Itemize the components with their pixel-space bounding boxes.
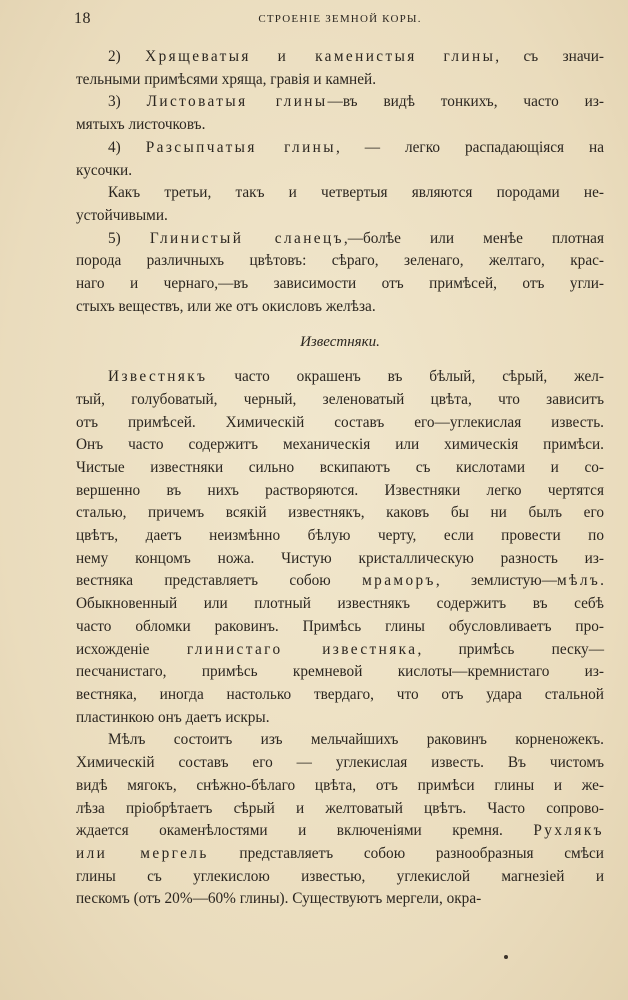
text-line <box>76 888 604 911</box>
text-run: , съ значи- <box>495 48 604 65</box>
text-line <box>76 775 604 798</box>
text-run: представляетъ собою разнообразныя смѣси <box>208 844 604 862</box>
page-header <box>74 10 606 32</box>
spaced-term: или мергель <box>76 844 209 862</box>
text-run: Химическій составъ его — углекислая известь. Въ чистомъ <box>76 754 604 772</box>
text-line <box>76 684 604 707</box>
text-run: ждается окаменѣлостями и включеніями кремня. <box>76 822 534 840</box>
spaced-term: глинистаго известняка <box>186 640 418 658</box>
text-line <box>76 820 604 843</box>
text-line <box>76 480 604 503</box>
text-run: ,—болѣе или менѣе плотная <box>343 229 604 247</box>
paragraph <box>76 729 604 911</box>
text-line <box>76 366 604 389</box>
text-line <box>76 160 604 183</box>
text-run: вестняка представляетъ собою <box>76 572 363 590</box>
text-run: 5) <box>108 229 150 247</box>
text-line <box>76 843 604 866</box>
text-run: стыхъ веществъ, или же отъ окисловъ желѣза. <box>76 297 376 315</box>
text-run: вестняка, иногда настолько твердаго, что отъ удара стальной <box>76 685 604 703</box>
page-number: 18 <box>74 10 91 27</box>
paragraph <box>76 228 604 319</box>
text-run: Обыкновенный или плотный известнякъ содержитъ въ себѣ <box>76 595 604 613</box>
text-line <box>76 798 604 821</box>
text-run: песчанистаго, примѣсь кремневой кислоты—кремнистаго из- <box>76 663 604 681</box>
text-run: Какъ третьи, такъ и четвертыя являются породами не- <box>108 184 604 202</box>
text-line <box>76 389 604 412</box>
spaced-term: мѣлъ <box>557 572 601 590</box>
text-line <box>76 616 604 639</box>
text-run: лѣза пріобрѣтаетъ сѣрый и желтоватый цвѣтъ. Часто сопрово- <box>76 799 604 817</box>
text-line <box>76 205 604 228</box>
text-run: цвѣтъ, даетъ неизмѣнно бѣлую черту, если провести по <box>76 527 604 545</box>
text-line <box>76 866 604 889</box>
text-line <box>76 707 604 730</box>
text-line <box>76 502 604 525</box>
print-speck <box>504 955 508 959</box>
text-line <box>76 91 604 114</box>
text-line <box>76 273 604 296</box>
text-line <box>76 729 604 752</box>
text-run: , землистую— <box>435 572 558 590</box>
spaced-term: Разсыпчатыя глины <box>145 138 336 156</box>
text-line <box>76 661 604 684</box>
text-line <box>76 457 604 480</box>
text-line <box>76 182 604 205</box>
running-title: СТРОЕНІЕ ЗЕМНОЙ КОРЫ. <box>258 13 422 25</box>
text-run: часто обломки раковинъ. Примѣсь глины обусловливаетъ про- <box>76 617 604 635</box>
text-run: часто окрашенъ въ бѣлый, сѣрый, жел- <box>207 368 604 386</box>
text-line <box>76 46 604 69</box>
spaced-term: мраморъ <box>362 572 436 590</box>
text-line <box>76 752 604 775</box>
text-run: тельными примѣсями хряща, гравія и камней. <box>76 70 377 88</box>
text-run: кусочки. <box>76 161 133 179</box>
text-run: , примѣсь песку— <box>417 640 604 658</box>
text-run: 4) <box>108 138 146 156</box>
text-run: исхожденіе <box>76 640 187 658</box>
text-line <box>76 570 604 593</box>
text-line <box>76 639 604 662</box>
text-line <box>76 69 604 92</box>
clay-types-list <box>76 46 604 318</box>
spaced-term: Известнякъ <box>108 368 208 386</box>
text-line <box>76 250 604 273</box>
text-line <box>76 434 604 457</box>
paragraph <box>76 91 604 136</box>
text-run: видѣ мягокъ, снѣжно-бѣлаго цвѣта, отъ примѣси глины и же- <box>76 776 604 794</box>
spaced-term: Хрящеватыя и каменистыя глины <box>145 48 496 65</box>
text-run: 2) <box>108 48 146 65</box>
text-run: наго и чернаго,—въ зависимости отъ примѣсей, отъ угли- <box>76 275 604 293</box>
text-line <box>76 593 604 616</box>
text-run: нему концомъ ножа. Чистую кристаллическую разность из- <box>76 549 604 567</box>
text-run: —въ видѣ тонкихъ, часто из- <box>327 93 604 111</box>
text-line <box>76 412 604 435</box>
text-run: вершенно въ нихъ растворяются. Известняки легко чертятся <box>76 481 604 499</box>
text-line <box>76 137 604 160</box>
text-line <box>76 228 604 251</box>
paragraph <box>76 182 604 227</box>
text-line <box>76 296 604 319</box>
section-title: Известняки. <box>300 334 380 351</box>
text-run: устойчивыми. <box>76 206 168 224</box>
text-run: тый, голубоватый, черный, зеленоватый цвѣта, что зависитъ <box>76 390 604 408</box>
text-run: пескомъ (отъ 20%—60% глины). Существуютъ мергели, окра- <box>76 890 482 908</box>
text-run: отъ примѣсей. Химическій составъ его—углекислая известь. <box>76 413 604 431</box>
spaced-term: Рухлякъ <box>533 822 604 840</box>
spaced-term: Глинистый сланецъ <box>149 229 344 247</box>
text-run: 3) <box>108 93 147 111</box>
text-run: Мѣлъ состоитъ изъ мельчайшихъ раковинъ корненожекъ. <box>108 731 604 749</box>
text-run: сталью, причемъ всякій известнякъ, каковъ бы ни былъ его <box>76 504 604 522</box>
text-line <box>76 548 604 571</box>
text-run: , — легко распадающіяся на <box>335 138 604 156</box>
text-line <box>76 114 604 137</box>
text-run: глины съ углекислою известью, углекислой магнезіей и <box>76 867 604 885</box>
paragraph <box>76 46 604 91</box>
text-run: Чистые известняки сильно вскипаютъ съ кислотами и со- <box>76 458 604 476</box>
text-run: . <box>600 572 604 590</box>
spaced-term: Листоватыя глины <box>146 93 328 111</box>
limestone-section <box>76 366 604 911</box>
paragraph <box>76 366 604 729</box>
text-run: порода различныхъ цвѣтовъ: сѣраго, зеленаго, желтаго, крас- <box>76 252 604 270</box>
paragraph <box>76 137 604 182</box>
text-run: пластинкою онъ даетъ искры. <box>76 708 270 726</box>
text-line <box>76 525 604 548</box>
text-run: Онъ часто содержитъ механическія или химическія примѣси. <box>76 436 604 454</box>
text-run: мятыхъ листочковъ. <box>76 116 206 134</box>
page-body <box>76 46 604 911</box>
